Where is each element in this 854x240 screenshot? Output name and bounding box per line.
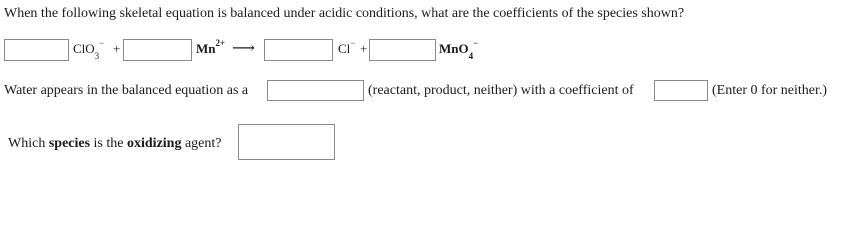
coefficient-input-1[interactable] [4,39,69,61]
plus-sign-2: + [360,41,368,56]
water-suffix-text: (Enter 0 for neither.) [712,83,828,98]
reaction-arrow: ⟶ [232,40,255,57]
plus-sign-1: + [113,41,121,56]
oxidizing-agent-input[interactable] [238,124,335,160]
species-permanganate: MnO$_4$− [439,37,479,61]
question-text: When the following skeletal equation is balanced under acidic conditions, what are the coefficients of the species shown? [4,6,685,21]
water-middle-text: (reactant, product, neither) with a coefficient of [368,83,634,98]
coefficient-input-3[interactable] [264,39,333,61]
species-manganese-ion: $Mn^{2+}$ [196,37,226,56]
water-prefix-text: Water appears in the balanced equation as a [4,83,249,98]
water-coefficient-input[interactable] [654,80,708,101]
coefficient-input-4[interactable] [369,39,436,61]
species-chloride: Cl− [338,37,356,56]
species-chlorate: ClO$_3$− [73,37,105,61]
oxidizing-question: Which species is the oxidizing agent? [8,136,222,151]
water-role-input[interactable] [267,80,364,101]
coefficient-input-2[interactable] [123,39,192,61]
